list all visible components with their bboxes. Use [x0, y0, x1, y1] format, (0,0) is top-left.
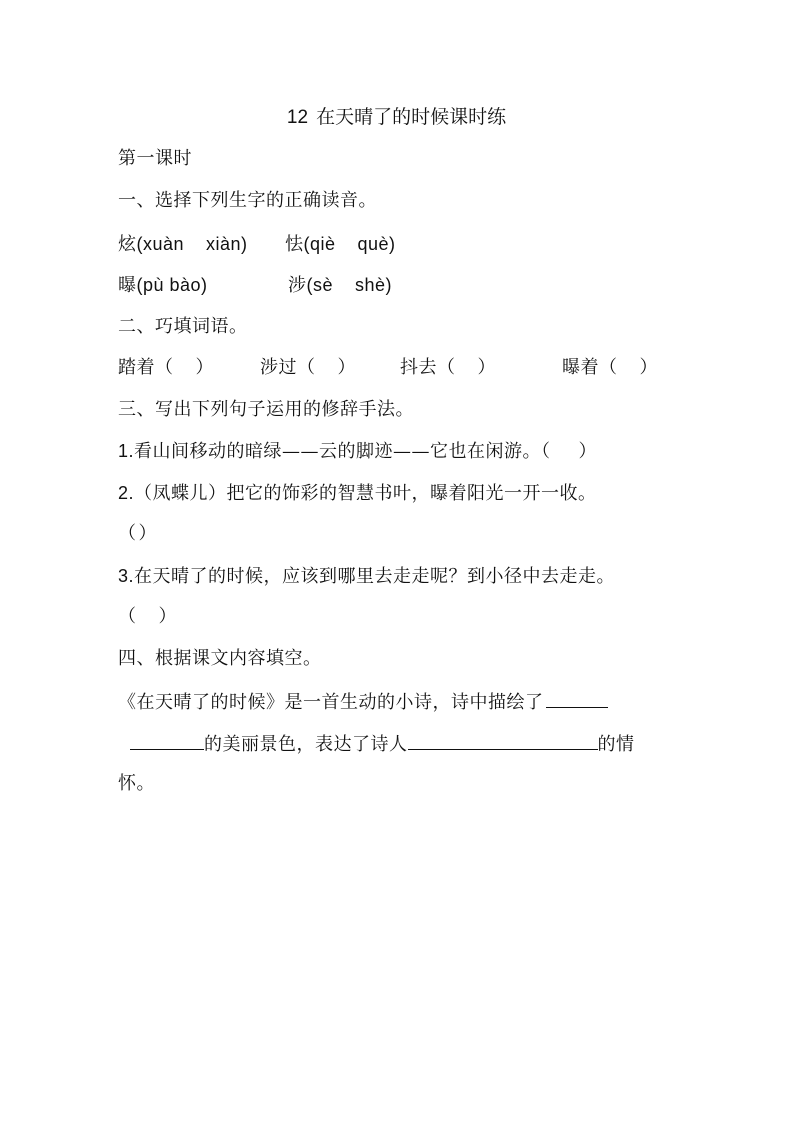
pinyin-options: (xuàn xiàn) [136, 234, 248, 254]
pinyin-item-1 [118, 232, 248, 257]
fill-paragraph-line-2 [130, 731, 635, 757]
close-paren: ） [158, 606, 177, 627]
close-paren: ） [639, 357, 658, 378]
word-item-1 [118, 356, 214, 380]
question-number: 1. [118, 441, 135, 461]
open-paren: （ [118, 606, 137, 627]
open-paren: （ [118, 523, 137, 544]
section4-heading: 四、根据课文内容填空。 [118, 648, 322, 669]
rhetoric-answer-3 [118, 605, 177, 629]
open-paren: （ [541, 441, 551, 462]
page-title [0, 105, 793, 130]
rhetoric-answer-2 [118, 522, 157, 546]
pinyin-char: 涉 [288, 275, 307, 296]
word-item-4 [562, 356, 658, 380]
pinyin-options: (pù bào) [136, 275, 208, 295]
question-text: 看山间移动的暗绿——云的脚迹——它也在闲游。 [134, 441, 542, 462]
word-item-3 [400, 356, 496, 380]
word-label: 涉过 [260, 357, 297, 378]
rhetoric-question-1 [118, 439, 597, 464]
fill-blank-1-cont[interactable] [130, 731, 204, 750]
fill-blank-2[interactable] [408, 731, 598, 750]
question-number: 2. [118, 483, 135, 503]
pinyin-item-2 [285, 232, 396, 257]
close-paren: ） [195, 357, 214, 378]
close-paren: ） [138, 523, 157, 544]
close-paren: ） [578, 441, 598, 462]
word-item-2 [260, 356, 356, 380]
pinyin-item-4 [288, 273, 392, 298]
fill-paragraph-line-1 [118, 689, 608, 715]
pinyin-options: (sè shè) [306, 275, 393, 295]
section1-heading: 一、选择下列生字的正确读音。 [118, 190, 377, 211]
word-label: 踏着 [118, 357, 155, 378]
section3-heading: 三、写出下列句子运用的修辞手法。 [118, 399, 414, 420]
word-label: 曝着 [562, 357, 599, 378]
pinyin-char: 曝 [118, 275, 137, 296]
section2-heading: 二、巧填词语。 [118, 316, 248, 337]
question-text: （凤蝶儿）把它的饰彩的智慧书叶，曝着阳光一开一收。 [134, 483, 597, 504]
open-paren: （ [599, 357, 618, 378]
pinyin-char: 炫 [118, 234, 137, 255]
fill-paragraph-line-3: 怀。 [118, 773, 155, 794]
lesson-label: 第一课时 [118, 148, 192, 169]
title-text: 在天晴了的时候课时练 [316, 106, 507, 128]
open-paren: （ [297, 357, 316, 378]
question-text: 在天晴了的时候，应该到哪里去走走呢？到小径中去走走。 [134, 566, 616, 587]
open-paren: （ [437, 357, 456, 378]
rhetoric-question-3 [118, 564, 615, 589]
pinyin-char: 怯 [285, 234, 304, 255]
word-label: 抖去 [400, 357, 437, 378]
fill-text-3: 的情 [597, 734, 635, 755]
question-number: 3. [118, 566, 135, 586]
fill-text-2: 的美丽景色，表达了诗人 [204, 734, 408, 755]
pinyin-item-3 [118, 273, 208, 298]
fill-text-1: 《在天晴了的时候》是一首生动的小诗，诗中描绘了 [118, 692, 544, 713]
close-paren: ） [477, 357, 496, 378]
pinyin-options: (qiè què) [303, 234, 396, 254]
open-paren: （ [155, 357, 174, 378]
rhetoric-question-2 [118, 481, 597, 506]
fill-blank-1[interactable] [546, 689, 608, 708]
lesson-number: 12 [286, 107, 309, 128]
close-paren: ） [337, 357, 356, 378]
